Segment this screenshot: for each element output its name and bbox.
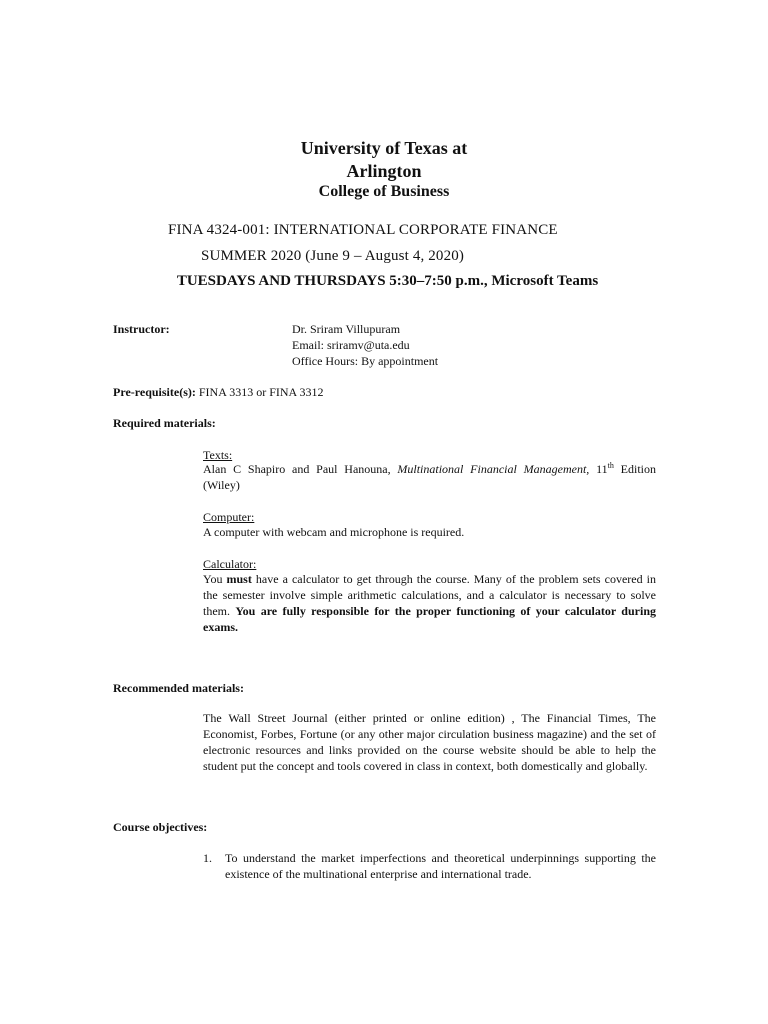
required-materials-label: Required materials: [113, 416, 216, 430]
calculator-requirement: You must have a calculator to get through the course. Many of the problem sets covered in the semester involve simple arithmetic calculations, and a calculator is necessary to solve them. You are fully responsible for the proper functioning of your calculator during exams. [203, 572, 656, 634]
textbook-authors: Alan C Shapiro and Paul Hanouna, [203, 462, 398, 476]
calculator-responsibility-note: You are fully responsible for the proper functioning of your calculator during exams. [203, 604, 656, 634]
university-title-line1: University of Texas at [300, 138, 468, 158]
textbook-edition-number: 11 [589, 462, 608, 476]
recommended-materials-text: The Wall Street Journal (either printed or online edition) , The Financial Times, The Economist, Forbes, Fortune (or any other major circulation business magazine) and the set of electronic resources and links provided on the course website should be able to help the student put the concept and tools covered in class in context, both domestically and globally. [203, 711, 656, 773]
calculator-heading: Calculator: [203, 557, 257, 571]
computer-requirement: A computer with webcam and microphone is required. [203, 525, 465, 539]
term-dates: SUMMER 2020 (June 9 – August 4, 2020) [200, 248, 465, 264]
calculator-must: must [226, 572, 252, 586]
textbook-entry [203, 461, 656, 493]
class-schedule: TUESDAYS AND THURSDAYS 5:30–7:50 p.m., Microsoft Teams [176, 273, 599, 289]
textbook-edition-suffix: th [607, 461, 614, 470]
course-objectives-label: Course objectives: [113, 820, 208, 834]
college-title: College of Business [318, 183, 450, 200]
prerequisites [113, 385, 324, 400]
instructor-label: Instructor: [113, 322, 170, 336]
objective-item [203, 850, 656, 882]
objective-number: 1. [203, 851, 212, 865]
computer-heading: Computer: [203, 510, 255, 524]
instructor-email: Email: sriramv@uta.edu [292, 338, 410, 352]
recommended-materials-label: Recommended materials: [113, 681, 244, 695]
course-title: FINA 4324-001: INTERNATIONAL CORPORATE FINANCE [168, 222, 558, 238]
objective-text: To understand the market imperfections and theoretical underpinnings supporting the existence of the multinational enterprise and international trade. [225, 851, 656, 881]
university-title-line2: Arlington [346, 161, 422, 181]
textbook-title: Multinational Financial Management, [397, 462, 590, 476]
office-hours: Office Hours: By appointment [292, 354, 439, 368]
prerequisites-label: Pre-requisite(s): [113, 385, 196, 399]
texts-heading: Texts: [203, 448, 233, 462]
prerequisites-value: FINA 3313 or FINA 3312 [195, 385, 324, 399]
instructor-name: Dr. Sriram Villupuram [292, 322, 401, 336]
textbook-edition-rest: Edition (Wiley) [203, 462, 656, 492]
